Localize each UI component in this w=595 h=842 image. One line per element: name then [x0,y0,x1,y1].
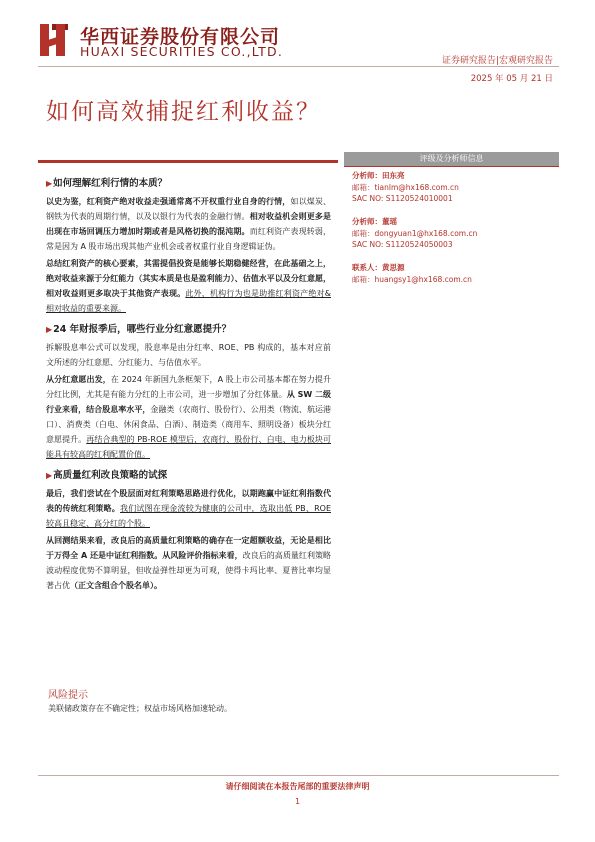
analyst-name: 分析师：田东亮 [352,171,405,180]
risk-text: 美联储政策存在不确定性；权益市场风格加速轮动。 [48,704,232,713]
section-heading: ▶高质量红利改良策略的试探 [46,470,168,481]
analyst-name: 分析师：董瑶 [352,217,397,226]
analyst-email-link[interactable]: tianlm@hx168.com.cn [374,182,459,192]
triangle-bullet-icon: ▶ [46,325,53,334]
section-heading: ▶如何理解红利行情的本质？ [46,178,168,189]
sidebar-heading: 评级及分析师信息 [344,152,559,166]
title-divider [38,160,338,163]
analyst-block: 分析师：董瑶 邮箱：dongyuan1@hx168.com.cn SAC NO: S1120524050003 [352,216,557,251]
paragraph: 以史为鉴，红利资产绝对收益走强通常离不开权重行业自身的行情，如以煤炭、钢铁为代表的周期行情，以及以银行为代表的金融行情。相对收益机会则更多是出现在市场回调压力增加时期或者是风格切换的混沌期。而红利资产表现转弱，常是因为 A 股市场出现其他产业机会或者权重行业自身逻辑证伪。 [46,197,332,251]
report-title: 如何高效捕捉红利收益？ [46,99,321,125]
company-name-cn: 华西证券股份有限公司 [80,26,281,48]
huaxi-logo-icon [40,24,68,56]
paragraph: 从分红意愿出发，在 2024 年新国九条框架下，A 股上市公司基本都在努力提升分红比例，尤其是有能力分红的上市公司，进一步增加了分红体量。从 SW 二级行业来看，结合股息率水平，金融类（农商行、股份行）、公用类（物流、航运港口）、消费类（白电、休闲食品、白酒）、制造类（商用车、照明设备）板块分红意愿提升。再结合典型的 PB-ROE 模型后，农商行、股份行、白电、电力板块可能具有较高的红利配置价值。 [46,375,332,459]
section-heading: ▶24 年财报季后，哪些行业分红意愿提升？ [46,324,232,335]
footer-divider [38,775,559,776]
analyst-sac: SAC NO: S1120524050003 [352,240,453,249]
report-date: 2025 年 05 月 21 日 [470,74,553,84]
legal-notice: 请仔细阅读在本报告尾部的重要法律声明 [225,782,370,791]
contact-email-link[interactable]: huangsy1@hx168.com.cn [374,274,472,284]
contact-block: 联系人：黄思源 邮箱：huangsy1@hx168.com.cn [352,262,557,285]
triangle-bullet-icon: ▶ [46,471,53,480]
paragraph: 拆解股息率公式可以发现，股息率是由分红率、ROE、PB 构成的，基本对应前文所述的分红意愿、分红能力、与估值水平。 [46,343,331,367]
header-divider [38,66,559,67]
triangle-bullet-icon: ▶ [46,179,53,188]
company-name-en: HUAXI SECURITIES CO.,LTD. [80,44,284,59]
report-type: 证券研究报告|宏观研究报告 [441,56,553,66]
analyst-email-link[interactable]: dongyuan1@hx168.com.cn [374,228,478,238]
sidebar-divider [344,166,559,167]
analyst-sac: SAC NO: S1120524010001 [352,194,453,203]
paragraph: 从回测结果来看，改良后的高质量红利策略的确存在一定超额收益，无论是相比于万得全 A 还是中证红利指数。从风险评价指标来看，改良后的高质量红利策略波动程度优势不算明显，但收益弹性却更为可观，使得卡玛比率、夏普比率均显著占优（正文含组合个股名单）。 [46,536,332,590]
contact-name: 联系人：黄思源 [352,263,405,272]
analyst-block: 分析师：田东亮 邮箱：tianlm@hx168.com.cn SAC NO: S1120524010001 [352,170,557,205]
paragraph: 总结红利资产的核心要素，其需提倡投资是能够长期稳健经营，在此基础之上，绝对收益来源于分红能力（其实本质是也是盈利能力）、估值水平以及分红意愿，相对收益则更多取决于其他资产表现。此外，机构行为也是助推红利资产绝对&相对收益的重要来源。 [46,259,331,313]
paragraph: 最后，我们尝试在个股层面对红利策略思路进行优化，以期跑赢中证红利指数代表的传统红利策略。我们试图在现金流较为健康的公司中，选取出低 PB、ROE 较高且稳定、高分红的个股。 [46,489,332,528]
main-content [46,170,331,595]
risk-title: 风险提示 [48,690,88,701]
page-number: 1 [294,797,301,806]
